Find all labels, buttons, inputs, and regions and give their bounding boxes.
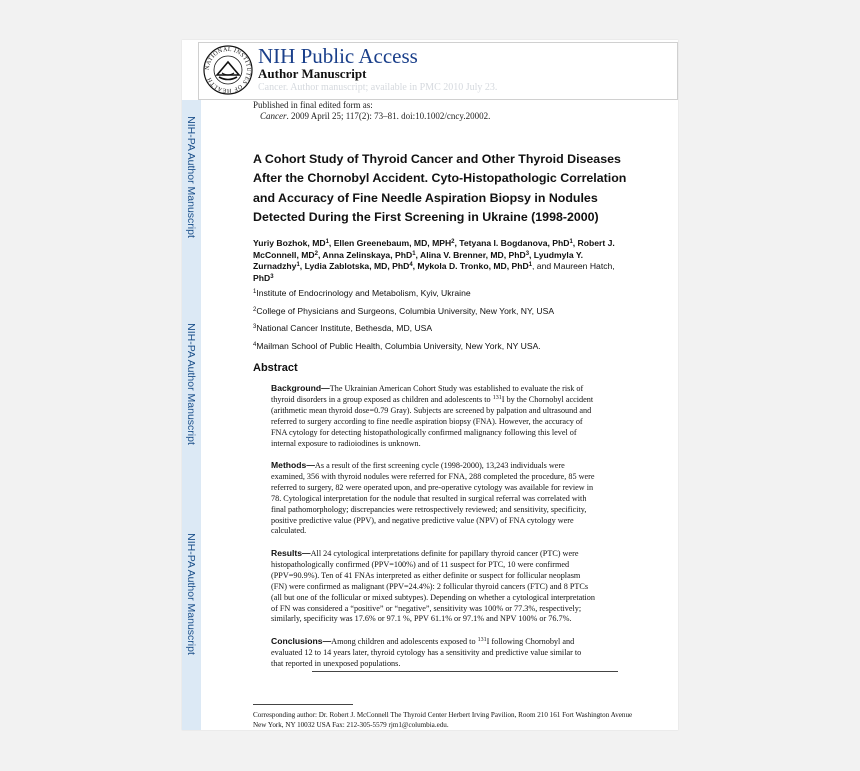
- abstract-results: Results—All 24 cytological interpretations definite for papillary thyroid cancer (PTC) were histopathologically confirmed (PPV=100%) and of 11 suspect for PTC, 10 were confirmed (PPV=90.9%). Ten of 41 FNAs interpreted as either definite or suspect for follicular neoplasm (FN) were confirmed as malignant (PPV=24.4%): 2 follicular thyroid cancers (FTC) and 8 PTCs (all but one of the follicular or mixed subtypes). Depending on whether a cytological interpretation of FN was considered a “positive” or “negative”, sensitivity was 100% or 77.3%, respectively; similarly, specificity was 17.6% or 97.1 %, PPV 61.1% or 97.1% and NPV 100% or 76.7%.: [271, 548, 595, 624]
- citation: Cancer. 2009 April 25; 117(2): 73–81. doi:10.1002/cncy.20002.: [260, 111, 491, 121]
- affiliation-3: $^3$National Cancer Institute, Bethesda, MD, USA: [253, 323, 433, 333]
- article-title: A Cohort Study of Thyroid Cancer and Other Thyroid Diseases After the Chornobyl Accident. Cyto-Histopathologic Correlation and Accuracy of Fine Needle Aspiration Biopsy in Nodules Detected During the First Screening in Ukraine (1998-2000): [253, 152, 627, 225]
- author-list: Yuriy Bozhok, $MD^1$, Ellen Greenebaum, MD, MPH$^2$, Tetyana I. Bogdanova, PhD$^1$, Robert J. McConnell, $MD^2$, Anna Zelinskaya, PhD$^1$, Alina V. Brenner, MD, PhD$^3$, Lyudmyla Y. Zurnadzhy$^1$, Lydia Zablotska, MD, PhD$^4$, Mykola D. Tronko, MD, PhD$^1$, and Maureen Hatch, PhD$^3$: [253, 238, 615, 283]
- svg-text:NATIONAL INSTITUTES OF HEALTH: NATIONAL INSTITUTES OF HEALTH: [204, 46, 252, 94]
- author-manuscript-label: Author Manuscript: [258, 66, 367, 81]
- corresponding-author-footnote: Corresponding author: Dr. Robert J. McConnell The Thyroid Center Herbert Irving Pavilion, Room 210 161 Fort Washington Avenue New York, NY 10032 USA Fax: 212-305-5579 rjm1@columbia.edu.: [253, 711, 633, 729]
- affiliation-1: $^1$Institute of Endocrinology and Metabolism, Kyiv, Ukraine: [253, 288, 471, 298]
- abstract-end-rule: [312, 671, 618, 672]
- footnote-rule: [253, 704, 353, 705]
- abstract-heading: Abstract: [253, 362, 298, 374]
- abstract-methods: Methods—As a result of the first screening cycle (1998-2000), 13,243 individuals were examined, 356 with thyroid nodules were referred for FNA, 288 completed the procedure, 85 were referred to surgery, 82 were operated upon, and pre-operative cytology was available for review in 78. Cytological interpretation for the nodule that resulted in surgical referral was correlated with final pathomorphology; discrepancies were retrospectively reviewed; and sensitivity, specificity, positive predictive value (PPV), and negative predictive value (NPV) of FNA cytology were calculated.: [271, 460, 595, 536]
- abstract-background: Background—The Ukrainian American Cohort Study was established to evaluate the risk of thyroid disorders in a group exposed as children and adolescents to $^{131}$I by the Chornobyl accident (arithmetic mean thyroid dose=0.79 Gray). Subjects are screened by palpation and ultrasound and referred to surgery according to fine needle aspiration biopsy (FNA). However, the accuracy of FNA cytology for detecting histopathologically confirmed malignancy following this level of internal exposure to radioiodines is unknown.: [271, 383, 594, 448]
- nih-public-access-title: NIH Public Access: [258, 44, 418, 68]
- abstract-conclusions: Conclusions—Among children and adolescents exposed to $^{131}$I following Chornobyl and evaluated 12 to 14 years later, thyroid cytology has a sensitivity and predictive value similar to that reported in unexposed populations.: [271, 636, 582, 668]
- affiliation-2: $^2$College of Physicians and Surgeons, Columbia University, New York, NY, USA: [253, 306, 555, 316]
- published-note: Published in final edited form as:: [253, 100, 373, 110]
- affiliation-4: $^4$Mailman School of Public Health, Columbia University, New York, NY USA.: [253, 341, 541, 351]
- availability-note: Cancer. Author manuscript; available in PMC 2010 July 23.: [258, 82, 498, 93]
- nih-seal-logo-icon: [202, 44, 254, 96]
